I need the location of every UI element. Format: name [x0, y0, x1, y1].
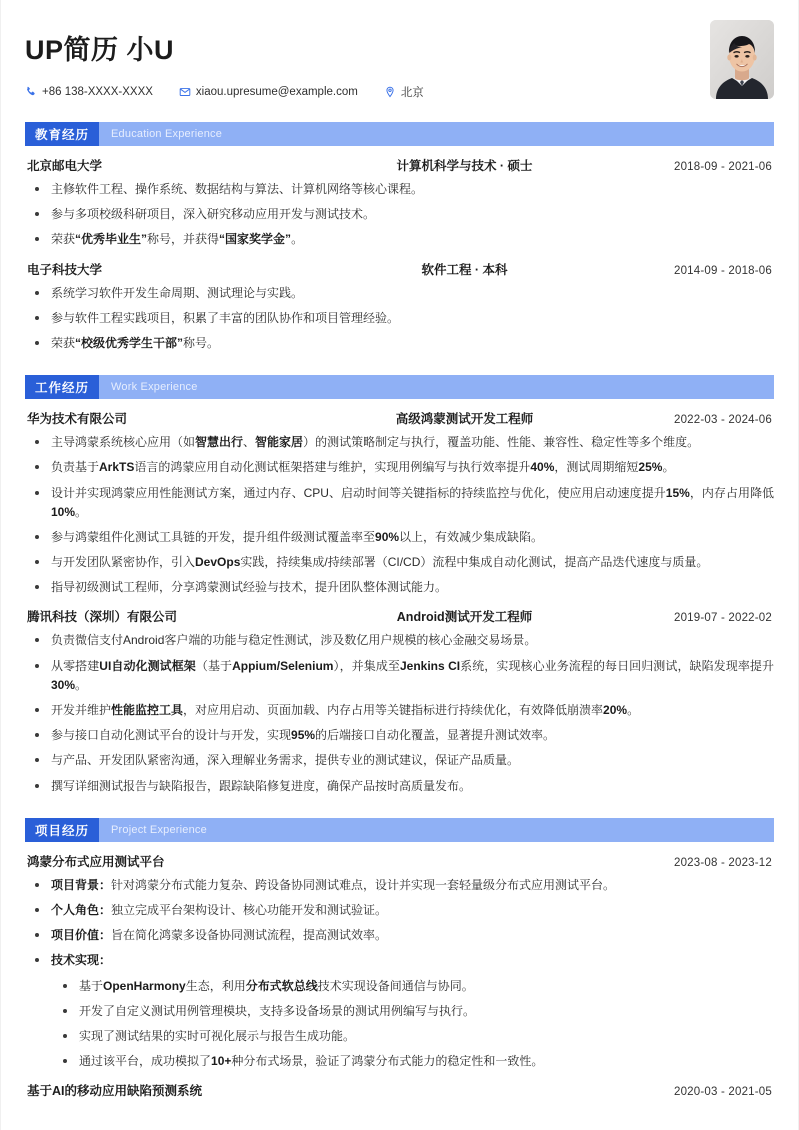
bullet-list: [25, 631, 774, 795]
bullet-item: 参与多项校级科研项目，深入研究移动应用开发与测试技术。: [25, 205, 774, 224]
entry-date-range: 2020-03 - 2021-05: [673, 1086, 772, 1099]
bullet-item: 负责基于ArkTS语言的鸿蒙应用自动化测试框架搭建与维护，实现用例编写与执行效率提升40%，测试周期缩短25%。: [25, 458, 774, 477]
bullet-list: [25, 284, 774, 354]
entry-organization: 电子科技大学: [27, 262, 103, 277]
bullet-item: 项目背景：针对鸿蒙分布式能力复杂、跨设备协同测试难点，设计并实现一套轻量级分布式应用测试平台。: [25, 876, 774, 895]
section-header-bar: [25, 375, 774, 399]
bullet-item: 设计并实现鸿蒙应用性能测试方案，通过内存、CPU、启动时间等关键指标的持续监控与优化，使应用启动速度提升15%，内存占用降低10%。: [25, 484, 774, 522]
section-badge: 项目经历: [25, 818, 99, 842]
name-line: [25, 22, 774, 66]
section-subtitle: Work Experience: [111, 381, 198, 394]
bullet-item: 主修软件工程、操作系统、数据结构与算法、计算机网络等核心课程。: [25, 180, 774, 199]
phone-icon: [25, 86, 37, 98]
bullet-list: [25, 876, 774, 1072]
entry-date-range: 2023-08 - 2023-12: [673, 856, 772, 869]
bullet-item: 参与软件工程实践项目，积累了丰富的团队协作和项目管理经验。: [25, 309, 774, 328]
page-title: UP简历 小U: [25, 35, 175, 65]
bullet-item: 与开发团队紧密协作，引入DevOps实践，持续集成/持续部署（CI/CD）流程中集成自动化测试，提高产品迭代速度与质量。: [25, 553, 774, 572]
section-subtitle: Project Experience: [111, 823, 207, 836]
contact-phone[interactable]: [25, 86, 153, 98]
section-spacer: [25, 1103, 774, 1117]
entry-organization: 华为技术有限公司: [27, 412, 128, 427]
entry-organization: 基于AI的移动应用缺陷预测系统: [27, 1084, 203, 1099]
section-spacer: [25, 359, 774, 373]
entry-date-range: 2014-09 - 2018-06: [673, 264, 772, 277]
entry: [25, 607, 774, 795]
entry-title: 高级鸿蒙测试开发工程师: [395, 412, 534, 427]
bullet-item: 项目价值：旨在简化鸿蒙多设备协同测试流程，提高测试效率。: [25, 926, 774, 945]
location-icon: [384, 86, 396, 98]
entry-header: [25, 1081, 774, 1099]
section-spacer: [25, 802, 774, 816]
section-education: [25, 122, 774, 373]
contact-list: [25, 84, 774, 100]
bullet-item: 开发并维护性能监控工具，对应用启动、页面加载、内存占用等关键指标进行持续优化，有效降低崩溃率20%。: [25, 701, 774, 720]
section-work: [25, 375, 774, 816]
entry-date-range: 2022-03 - 2024-06: [673, 414, 772, 427]
envelope-icon: [179, 86, 191, 98]
entry-title: Android测试开发工程师: [396, 610, 533, 625]
section-subtitle: Education Experience: [111, 128, 223, 140]
avatar: [710, 20, 774, 99]
bullet-list: [25, 433, 774, 597]
entry: [25, 409, 774, 597]
entry: [25, 852, 774, 1072]
entry-title: 计算机科学与技术 · 硕士: [396, 159, 533, 173]
entry-header: [25, 260, 774, 278]
bullet-item: 指导初级测试工程师，分享鸿蒙测试经验与技术，提升团队整体测试能力。: [25, 578, 774, 597]
sub-bullet-item: 实现了测试结果的实时可视化展示与报告生成功能。: [51, 1027, 774, 1046]
bullet-item: 主导鸿蒙系统核心应用（如智慧出行、智能家居）的测试策略制定与执行，覆盖功能、性能、兼容性、稳定性等多个维度。: [25, 433, 774, 452]
bullet-item: 参与鸿蒙组件化测试工具链的开发，提升组件级测试覆盖率至90%以上，有效减少集成缺陷。: [25, 528, 774, 547]
resume-header: [25, 0, 774, 120]
entry-title: 软件工程 · 本科: [421, 262, 508, 277]
entry-header: [25, 852, 774, 870]
bullet-item: 系统学习软件开发生命周期、测试理论与实践。: [25, 284, 774, 303]
sub-bullet-item: 开发了自定义测试用例管理模块，支持多设备场景的测试用例编写与执行。: [51, 1002, 774, 1021]
bullet-item: 负责微信支付Android客户端的功能与稳定性测试，涉及数亿用户规模的核心金融交易场景。: [25, 631, 774, 650]
section-header-bar: [25, 818, 774, 842]
bullet-item: 个人角色：独立完成平台架构设计、核心功能开发和测试验证。: [25, 901, 774, 920]
contact-phone-text: +86 138-XXXX-XXXX: [42, 86, 153, 99]
bullet-item: 技术实现： 基于OpenHarmony生态，利用分布式软总线技术实现设备间通信与协同。 开发了自定义测试用例管理模块，支持多设备场景的测试用例编写与执行。 实现了测试结果的实时可视化展示与报告生成功能。 通过该平台，成功模拟了10+种分布式场景，验证了鸿蒙分布式能力的稳定性和一致性。: [25, 951, 774, 1071]
entry: [25, 156, 774, 250]
sub-bullet-item: 基于OpenHarmony生态，利用分布式软总线技术实现设备间通信与协同。: [51, 977, 774, 996]
entry: [25, 1081, 774, 1099]
entry-header: [25, 156, 774, 174]
section-badge: 教育经历: [25, 122, 99, 146]
section-header-bar: [25, 122, 774, 146]
entry-header: [25, 607, 774, 625]
sub-bullet-item: 通过该平台，成功模拟了10+种分布式场景，验证了鸿蒙分布式能力的稳定性和一致性。: [51, 1052, 774, 1071]
entry: [25, 260, 774, 354]
section-project: [25, 818, 774, 1118]
bullet-item: 荣获“优秀毕业生”称号，并获得“国家奖学金”。: [25, 230, 774, 249]
entry-organization: 北京邮电大学: [27, 159, 103, 173]
contact-location-text: 北京: [400, 87, 424, 100]
entry-date-range: 2019-07 - 2022-02: [673, 612, 772, 625]
section-badge: 工作经历: [25, 375, 99, 399]
bullet-item: 撰写详细测试报告与缺陷报告，跟踪缺陷修复进度，确保产品按时高质量发布。: [25, 777, 774, 796]
entry-organization: 鸿蒙分布式应用测试平台: [27, 854, 165, 869]
entry-organization: 腾讯科技（深圳）有限公司: [27, 610, 178, 625]
bullet-item: 从零搭建UI自动化测试框架（基于Appium/Selenium），并集成至Jenkins CI系统，实现核心业务流程的每日回归测试，缺陷发现率提升30%。: [25, 657, 774, 695]
bullet-item: 荣获“校级优秀学生干部”称号。: [25, 334, 774, 353]
contact-location[interactable]: [384, 84, 424, 100]
entry-header: [25, 409, 774, 427]
sections-root: [25, 122, 774, 1117]
sub-bullet-list: [51, 977, 774, 1072]
bullet-item: 参与接口自动化测试平台的设计与开发，实现95%的后端接口自动化覆盖，显著提升测试效率。: [25, 726, 774, 745]
contact-email-text: xiaou.upresume@example.com: [195, 86, 358, 99]
contact-email[interactable]: [179, 86, 358, 98]
bullet-list: [25, 180, 774, 250]
entry-date-range: 2018-09 - 2021-06: [673, 161, 772, 173]
bullet-item: 与产品、开发团队紧密沟通，深入理解业务需求，提供专业的测试建议，保证产品质量。: [25, 751, 774, 770]
